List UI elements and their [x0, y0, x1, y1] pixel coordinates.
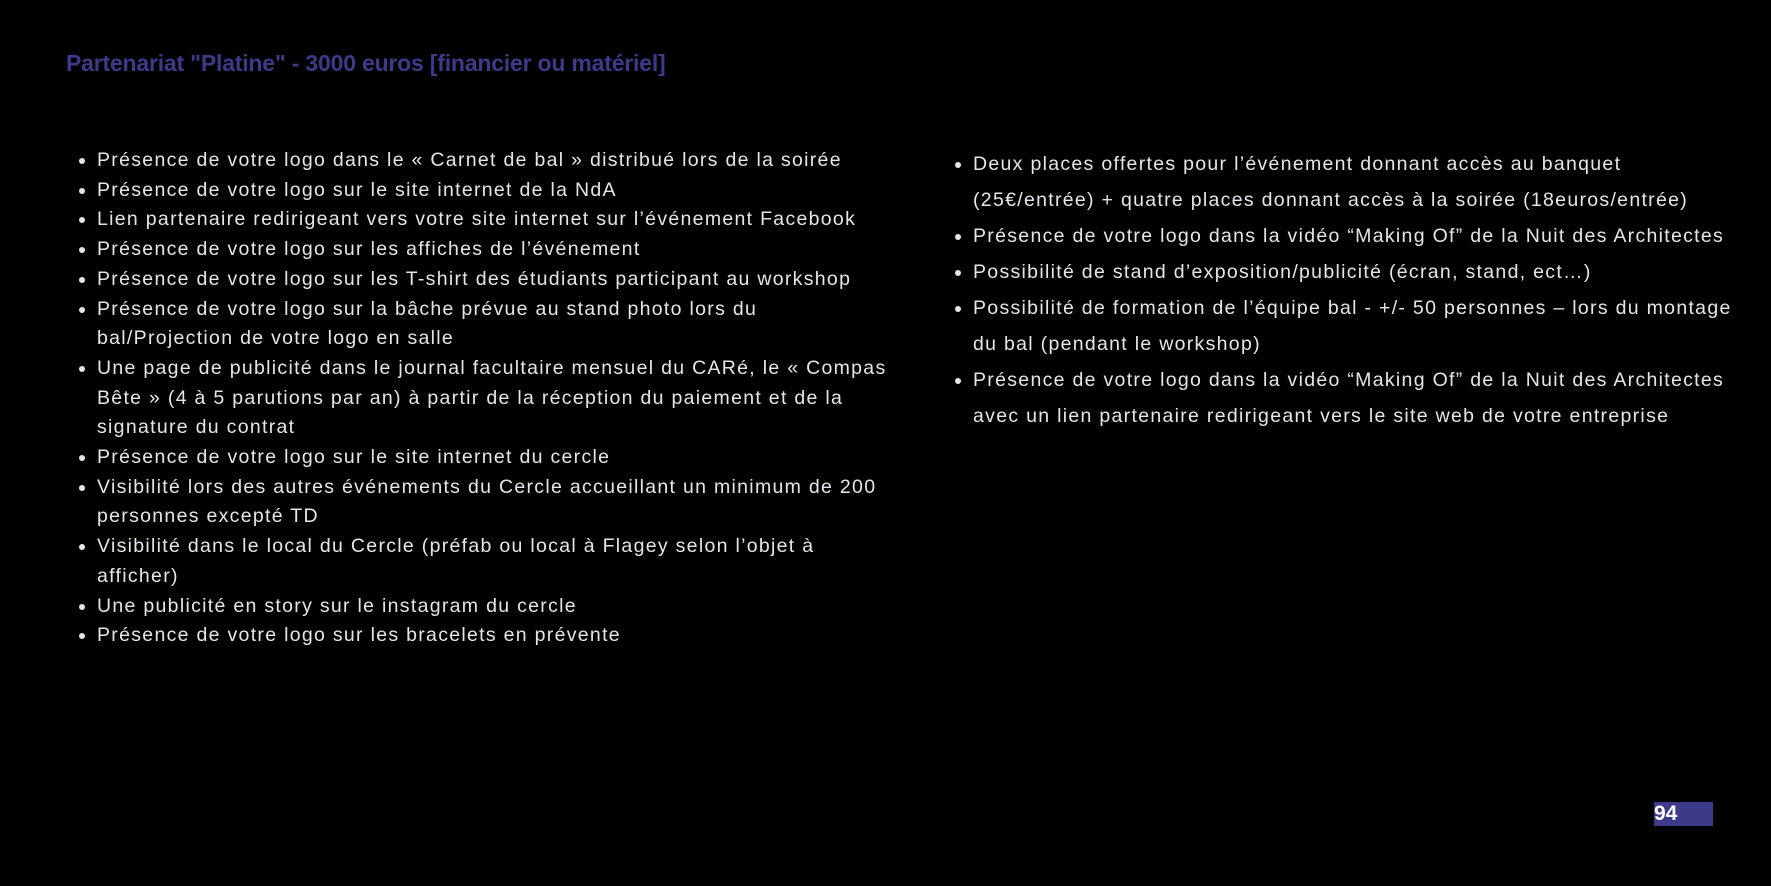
list-item: • Possibilité de stand d’exposition/publicité (écran, stand, ect…)	[973, 254, 1733, 290]
list-item: • Visibilité lors des autres événements du Cercle accueillant un minimum de 200 personnes excepté TD	[97, 473, 897, 532]
list-item: • Présence de votre logo sur le site internet de la NdA	[97, 176, 897, 206]
list-item: • Possibilité de formation de l’équipe bal - +/- 50 personnes – lors du montage du bal (pendant le workshop)	[973, 290, 1733, 362]
list-item: • Présence de votre logo sur les bracelets en prévente	[97, 621, 897, 651]
list-item: • Une publicité en story sur le instagram du cercle	[97, 592, 897, 622]
list-item: • Présence de votre logo sur le site internet du cercle	[97, 443, 897, 473]
page-number-badge	[1654, 802, 1713, 826]
list-item: • Présence de votre logo dans la vidéo “Making Of” de la Nuit des Architectes avec un lien partenaire redirigeant vers le site web de votre entreprise	[973, 362, 1733, 434]
benefits-list-right	[942, 146, 1733, 434]
list-item: • Visibilité dans le local du Cercle (préfab ou local à Flagey selon l’objet à afficher)	[97, 532, 897, 591]
list-item: • Lien partenaire redirigeant vers votre site internet sur l’événement Facebook	[97, 205, 897, 235]
list-item: • Deux places offertes pour l’événement donnant accès au banquet (25€/entrée) + quatre places donnant accès à la soirée (18euros/entrée)	[973, 146, 1733, 218]
list-item: • Présence de votre logo dans la vidéo “Making Of” de la Nuit des Architectes	[973, 218, 1733, 254]
list-item: • Présence de votre logo sur les affiches de l’événement	[97, 235, 897, 265]
list-item: • Présence de votre logo sur la bâche prévue au stand photo lors du bal/Projection de votre logo en salle	[97, 295, 897, 354]
benefits-list-left	[66, 146, 897, 651]
list-item: • Une page de publicité dans le journal facultaire mensuel du CARé, le « Compas Bête » (4 à 5 parutions par an) à partir de la réception du paiement et de la signature du contrat	[97, 354, 897, 443]
page-title: Partenariat "Platine" - 3000 euros [financier ou matériel]	[66, 50, 666, 76]
list-item: • Présence de votre logo sur les T-shirt des étudiants participant au workshop	[97, 265, 897, 295]
page-number: 94	[1654, 802, 1678, 825]
list-item: • Présence de votre logo dans le « Carnet de bal » distribué lors de la soirée	[97, 146, 897, 176]
